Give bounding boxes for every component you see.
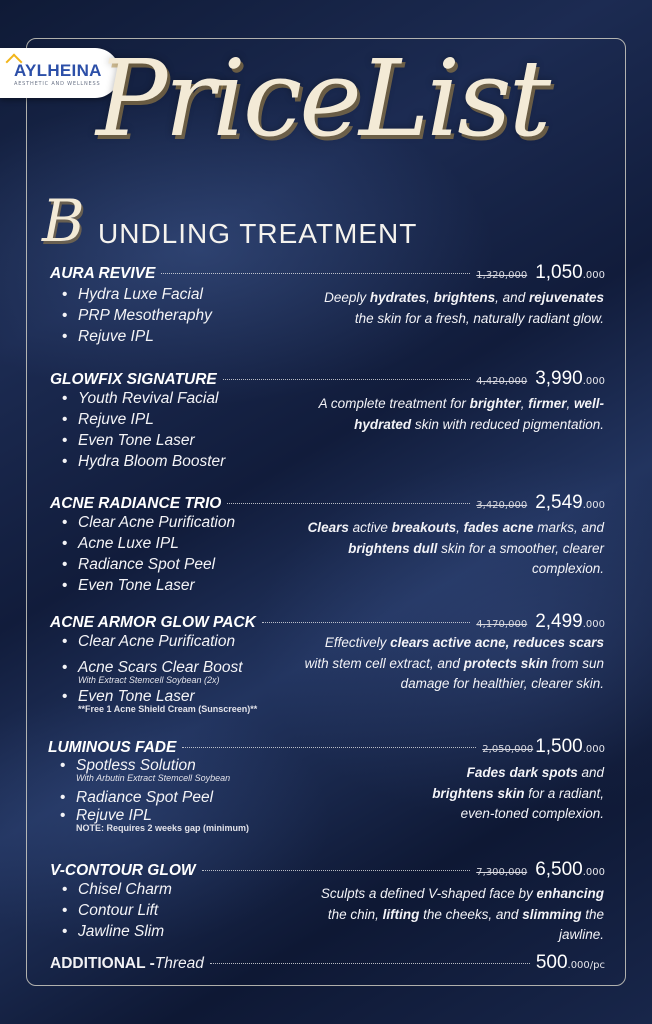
- brand-name: AYLHEINA: [14, 61, 102, 80]
- additional-sub: Thread: [154, 955, 204, 972]
- treatment-list: [62, 390, 225, 471]
- package-name: ACNE RADIANCE TRIO: [50, 495, 222, 512]
- treatment-list: [62, 633, 257, 714]
- price: 2,499: [535, 611, 583, 632]
- treatment-item: • Chisel Charm: [62, 881, 172, 899]
- price-suffix: .000: [582, 619, 605, 630]
- treatment-list: [62, 881, 172, 941]
- package-description: A complete treatment for brighter, firmer, well-hydrated skin with reduced pigmentation.: [318, 396, 604, 432]
- treatment-item: • Jawline Slim: [62, 923, 172, 941]
- old-price: 2,050,000: [482, 744, 534, 755]
- old-price: 4,420,000: [476, 376, 528, 387]
- package-header: [50, 262, 605, 284]
- section-initial: B: [42, 187, 85, 255]
- price: 3,990: [535, 368, 583, 389]
- treatment-item: • Clear Acne Purification: [62, 633, 257, 651]
- leader-dots: [223, 379, 471, 380]
- price: 2,549: [535, 492, 583, 513]
- package-name: GLOWFIX SIGNATURE: [50, 371, 217, 388]
- additional-label: ADDITIONAL -: [50, 955, 155, 972]
- package-name: LUMINOUS FADE: [48, 739, 177, 756]
- treatment-item: • PRP Mesotheraphy: [62, 307, 212, 325]
- package-header: [48, 736, 605, 758]
- package-description: Clears active breakouts, fades acne marks, and brightens dull skin for a smoother, clearer complexion.: [307, 520, 604, 576]
- package-name: ACNE ARMOR GLOW PACK: [50, 614, 256, 631]
- treatment-item: • Hydra Bloom Booster: [62, 453, 225, 471]
- leader-dots: [182, 747, 476, 748]
- treatment-list: [62, 286, 212, 346]
- item-note: **Free 1 Acne Shield Cream (Sunscreen)**: [78, 704, 258, 714]
- price-suffix: .000: [582, 500, 605, 511]
- package-header: [50, 611, 605, 633]
- treatment-item: • Youth Revival Facial: [62, 390, 225, 408]
- old-price: 3,420,000: [476, 500, 528, 511]
- leader-dots: [262, 622, 470, 623]
- treatment-item: • Even Tone Laser **Free 1 Acne Shield Cream (Sunscreen)**: [62, 688, 257, 714]
- treatment-item: • Even Tone Laser: [62, 432, 225, 450]
- price-suffix: .000: [582, 867, 605, 878]
- price: 500: [535, 952, 568, 973]
- treatment-item: • Contour Lift: [62, 902, 172, 920]
- treatment-item: • Rejuve IPL NOTE: Requires 2 weeks gap (minimum): [60, 807, 249, 833]
- old-price: 1,320,000: [476, 270, 528, 281]
- treatment-item: • Rejuve IPL: [62, 328, 212, 346]
- treatment-item: • Spotless Solution With Arbutin Extract Stemcell Soybean: [60, 757, 249, 783]
- page-title: PriceList: [96, 37, 549, 160]
- treatment-item: • Clear Acne Purification: [62, 514, 235, 532]
- package-header: [50, 368, 605, 390]
- item-note: With Arbutin Extract Stemcell Soybean: [76, 773, 231, 783]
- treatment-item: • Hydra Luxe Facial: [62, 286, 212, 304]
- brand-tagline: AESTHETIC AND WELLNESS: [14, 81, 101, 87]
- treatment-item: • Radiance Spot Peel: [62, 556, 235, 574]
- old-price: 7,300,000: [476, 867, 528, 878]
- treatment-item: • Even Tone Laser: [62, 577, 235, 595]
- price-suffix: .000: [582, 744, 605, 755]
- treatment-item: • Acne Luxe IPL: [62, 535, 235, 553]
- treatment-list: [60, 757, 249, 833]
- price-suffix: .000: [582, 376, 605, 387]
- leader-dots: [227, 503, 470, 504]
- package-header: [50, 859, 605, 881]
- package-description: Sculpts a defined V-shaped face by enhancing the chin, lifting the cheeks, and slimming the jawline.: [320, 886, 604, 942]
- price-suffix: .000: [582, 270, 605, 281]
- section-title: UNDLING TREATMENT: [98, 218, 418, 249]
- treatment-item: • Rejuve IPL: [62, 411, 225, 429]
- item-note: NOTE: Requires 2 weeks gap (minimum): [76, 823, 250, 833]
- leader-dots: [210, 963, 530, 964]
- package-description: Deeply hydrates, brightens, and rejuvenates the skin for a fresh, naturally radiant glow.: [324, 290, 604, 326]
- package-name: AURA REVIVE: [50, 265, 156, 282]
- package-header: [50, 492, 605, 514]
- item-note: With Extract Stemcell Soybean (2x): [78, 675, 220, 685]
- price: 1,500: [535, 736, 583, 757]
- treatment-list: [62, 514, 235, 595]
- leader-dots: [202, 870, 471, 871]
- package-description: Fades dark spots and brightens skin for a radiant, even-toned complexion.: [432, 765, 604, 821]
- treatment-item: • Acne Scars Clear Boost With Extract Stemcell Soybean (2x): [62, 659, 257, 685]
- price: 6,500: [535, 859, 583, 880]
- price-suffix: .000/pc: [567, 960, 605, 971]
- additional-row: [50, 952, 605, 974]
- package-description: Effectively clears active acne, reduces scars with stem cell extract, and protects skin from sun damage for healthier, clearer skin.: [304, 635, 604, 691]
- old-price: 4,170,000: [476, 619, 528, 630]
- treatment-item: • Radiance Spot Peel: [60, 789, 249, 807]
- leader-dots: [161, 273, 470, 274]
- price: 1,050: [535, 262, 583, 283]
- package-name: V-CONTOUR GLOW: [50, 862, 196, 879]
